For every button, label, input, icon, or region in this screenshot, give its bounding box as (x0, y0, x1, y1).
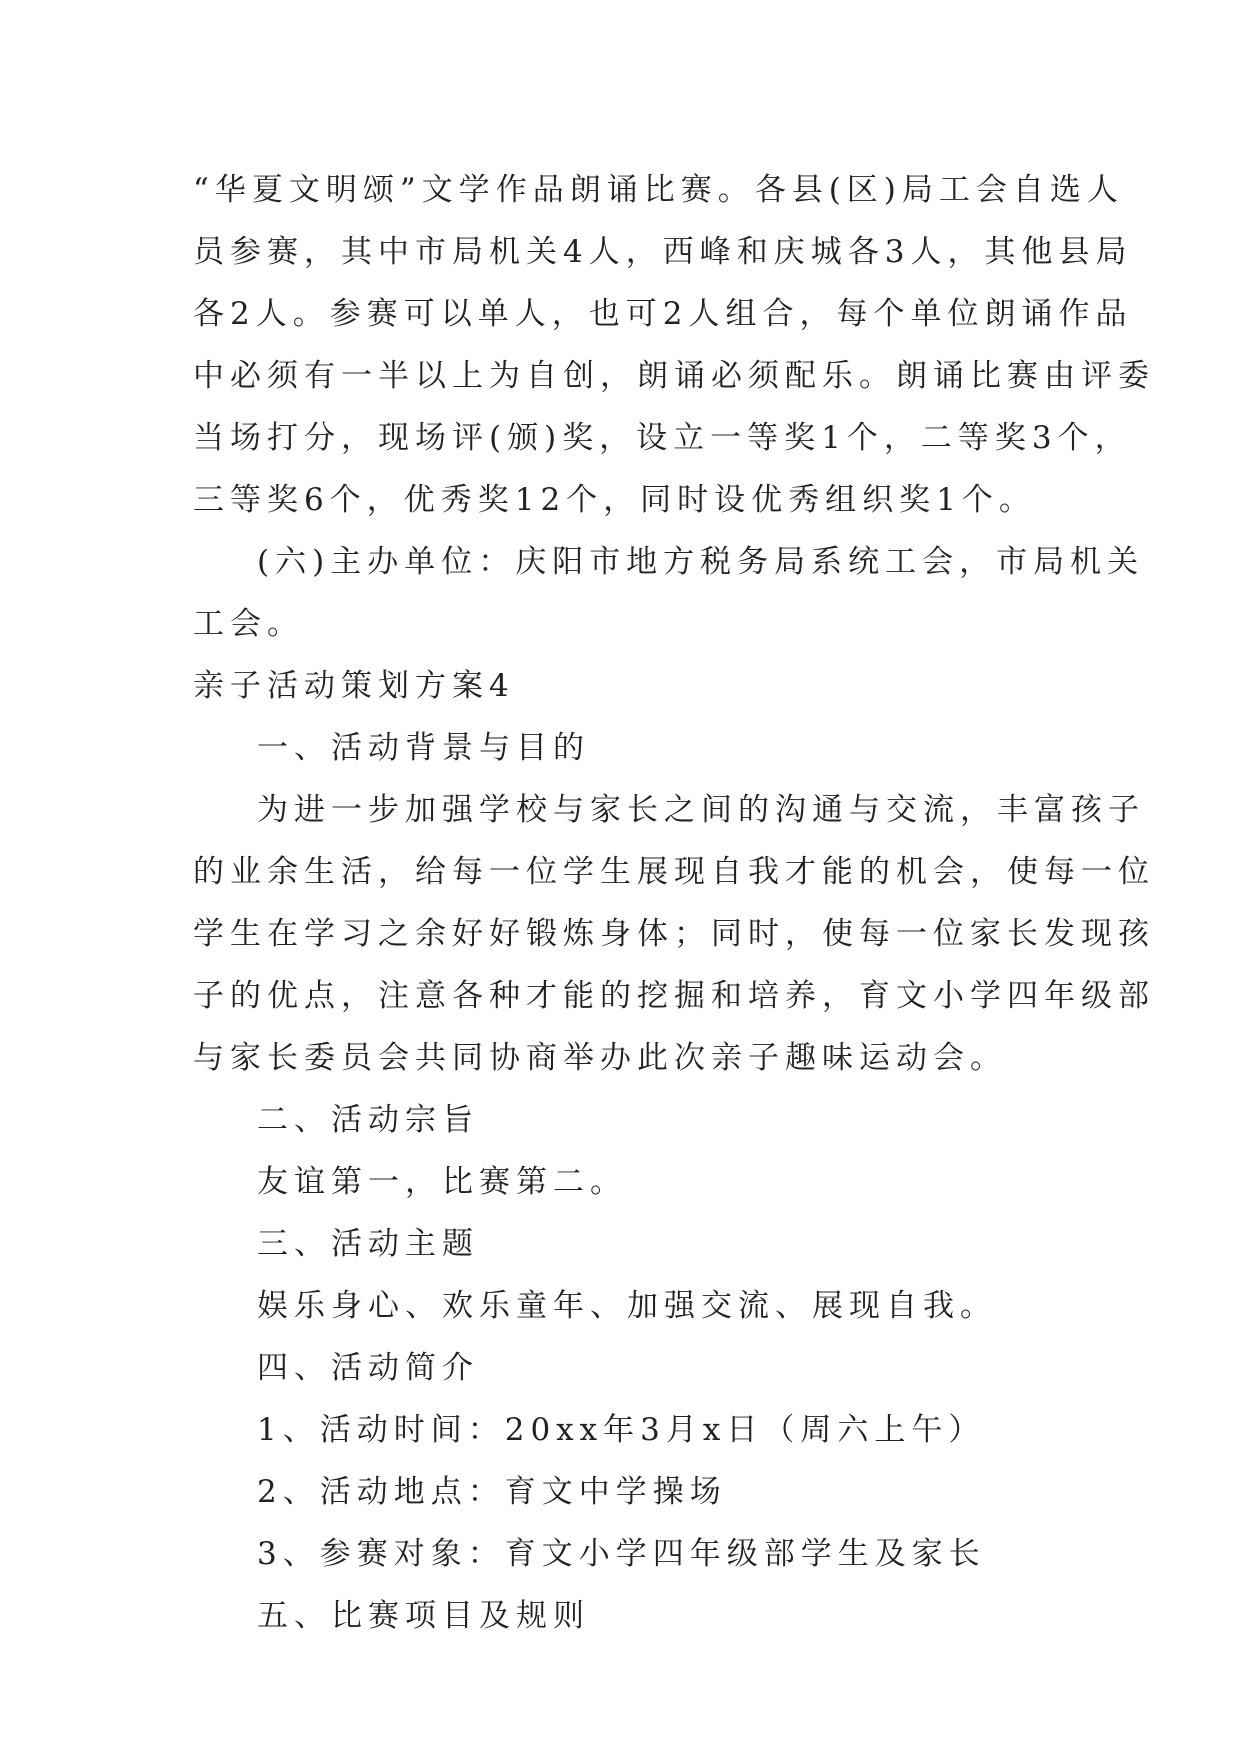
paragraph-line: 的业余生活，给每一位学生展现自我才能的机会，使每一位 (193, 854, 1155, 890)
paragraph-line: 为进一步加强学校与家长之间的沟通与交流，丰富孩子 (257, 792, 1145, 828)
paragraph-line: 中必须有一半以上为自创，朗诵必须配乐。朗诵比赛由评委 (193, 358, 1155, 394)
section-heading: 四、活动简介 (257, 1350, 479, 1386)
paragraph-line: 友谊第一，比赛第二。 (257, 1164, 627, 1200)
paragraph-line: 工会。 (193, 606, 304, 642)
section-heading: 五、比赛项目及规则 (257, 1598, 590, 1634)
section-heading: 三、活动主题 (257, 1226, 479, 1262)
paragraph-line: 三等奖6个，优秀奖12个，同时设优秀组织奖1个。 (193, 482, 1036, 518)
section-heading: 二、活动宗旨 (257, 1102, 479, 1138)
paragraph-line: 与家长委员会共同协商举办此次亲子趣味运动会。 (193, 1040, 1007, 1076)
list-item: 2、活动地点：育文中学操场 (257, 1474, 727, 1510)
paragraph-line: 学生在学习之余好好锻炼身体；同时，使每一位家长发现孩 (193, 916, 1155, 952)
paragraph-line: 当场打分，现场评(颁)奖，设立一等奖1个，二等奖3个， (193, 420, 1132, 456)
section-title: 亲子活动策划方案4 (193, 668, 515, 704)
paragraph-line: 子的优点，注意各种才能的挖掘和培养，育文小学四年级部 (193, 978, 1155, 1014)
list-item: 1、活动时间：20xx年3月x日（周六上午） (257, 1412, 986, 1448)
paragraph-line: 娱乐身心、欢乐童年、加强交流、展现自我。 (257, 1288, 997, 1324)
paragraph-line: “华夏文明颂”文学作品朗诵比赛。各县(区)局工会自选人 (193, 172, 1124, 208)
paragraph-line: 员参赛，其中市局机关4人，西峰和庆城各3人，其他县局 (193, 234, 1133, 270)
paragraph-line: (六)主办单位：庆阳市地方税务局系统工会，市局机关 (257, 544, 1145, 580)
paragraph-line: 各2人。参赛可以单人，也可2人组合，每个单位朗诵作品 (193, 296, 1133, 332)
list-item: 3、参赛对象：育文小学四年级部学生及家长 (257, 1536, 986, 1572)
section-heading: 一、活动背景与目的 (257, 730, 590, 766)
document-body (193, 159, 1155, 1647)
